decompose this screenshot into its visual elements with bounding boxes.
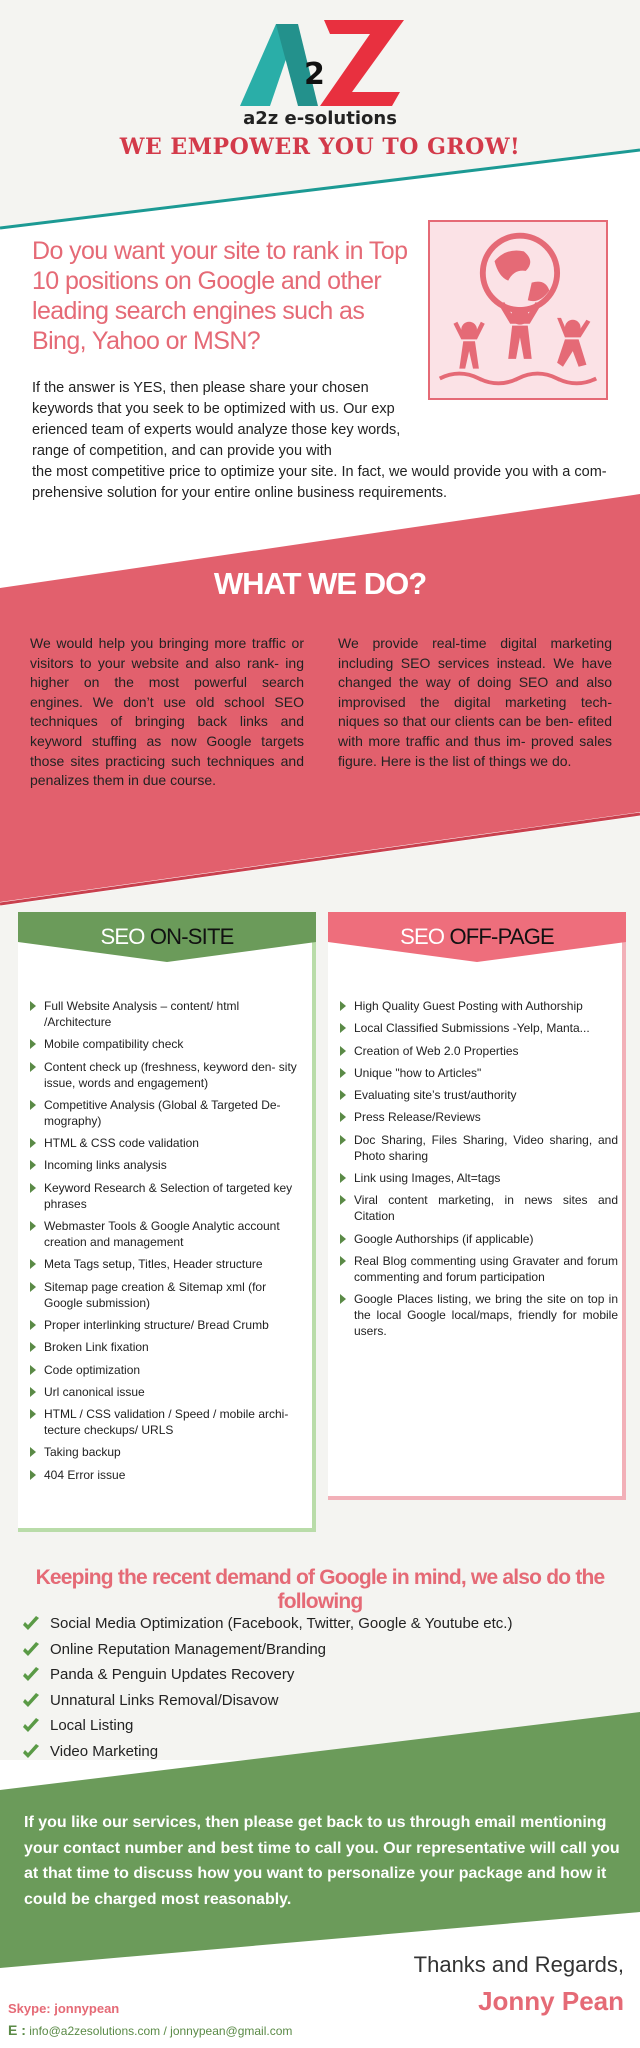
offpage-item [340, 1291, 618, 1339]
bullet-triangle-icon [30, 1282, 36, 1292]
bullet-triangle-icon [340, 1294, 346, 1304]
onsite-item-text: Content check up (freshness, keyword den- sity issue, words and engagement) [44, 1059, 297, 1090]
onsite-item-text: Url canonical issue [44, 1384, 145, 1399]
offpage-item [340, 998, 618, 1014]
bullet-triangle-icon [340, 1023, 346, 1033]
onsite-item [30, 1339, 308, 1355]
bullet-triangle-icon [340, 1090, 346, 1100]
seo-onsite-title-prefix: SEO [100, 924, 145, 949]
tagline: WE EMPOWER YOU TO GROW! [119, 134, 521, 160]
email-label: E : [8, 2022, 26, 2038]
bullet-triangle-icon [340, 1256, 346, 1266]
email-address[interactable]: info@a2zesolutions.com / jonnypean@gmail.com [29, 2024, 293, 2038]
bullet-triangle-icon [340, 1135, 346, 1145]
bullet-triangle-icon [30, 1365, 36, 1375]
bullet-triangle-icon [30, 1259, 36, 1269]
seo-onsite-heading [18, 912, 316, 962]
onsite-item-text: Competitive Analysis (Global & Targeted De- mography) [44, 1097, 281, 1128]
offpage-item [340, 1087, 618, 1103]
bullet-triangle-icon [30, 1470, 36, 1480]
keeping-item [22, 1665, 622, 1685]
onsite-item-text: 404 Error issue [44, 1467, 126, 1482]
keeping-item-text: Local Listing [50, 1717, 134, 1735]
check-icon [22, 1667, 40, 1683]
seo-offpage-heading [328, 912, 626, 962]
seo-onsite-card [18, 912, 316, 1532]
bullet-triangle-icon [340, 1234, 346, 1244]
onsite-item-text: Proper interlinking structure/ Bread Crumb [44, 1317, 269, 1332]
onsite-item [30, 998, 308, 1030]
seo-offpage-card [328, 912, 626, 1500]
seo-offpage-title-accent: OFF-PAGE [449, 924, 554, 949]
onsite-item [30, 1279, 308, 1311]
onsite-item-text: Incoming links analysis [44, 1158, 167, 1173]
offpage-item-text: Real Blog commenting using Gravater and forum commenting and forum participation [354, 1253, 618, 1284]
offpage-item-text: Link using Images, Alt=tags [354, 1171, 501, 1186]
svg-text:2: 2 [304, 57, 325, 92]
onsite-item [30, 1444, 308, 1460]
bullet-triangle-icon [30, 1409, 36, 1419]
keeping-item-text: Unnatural Links Removal/Disavow [50, 1691, 279, 1709]
keeping-item [22, 1691, 622, 1711]
offpage-item [340, 1253, 618, 1285]
offpage-item-text: Unique "how to Articles" [354, 1065, 482, 1080]
onsite-item-text: Webmaster Tools & Google Analytic account creation and management [44, 1219, 280, 1250]
offpage-item-text: Google Places listing, we bring the site on top in the local Google local/maps, friendly for mobile users. [354, 1292, 618, 1339]
onsite-item [30, 1097, 308, 1129]
onsite-item [30, 1256, 308, 1272]
check-icon [22, 1616, 40, 1632]
bullet-triangle-icon [30, 1160, 36, 1170]
bullet-triangle-icon [340, 1173, 346, 1183]
offpage-item-text: Evaluating site’s trust/authority [354, 1088, 517, 1103]
onsite-item [30, 1059, 308, 1091]
offpage-item-text: Viral content marketing, in news sites and Citation [354, 1193, 618, 1224]
bullet-triangle-icon [30, 1062, 36, 1072]
a2z-logo [232, 14, 408, 110]
check-icon [22, 1642, 40, 1658]
bullet-triangle-icon [340, 1046, 346, 1056]
offpage-item [340, 1132, 618, 1164]
offpage-item [340, 1065, 618, 1081]
offpage-item-text: Doc Sharing, Files Sharing, Video sharing, and Photo sharing [354, 1132, 618, 1163]
onsite-item-text: Full Website Analysis – content/ html /Architecture [44, 999, 240, 1029]
onsite-item-text: HTML / CSS validation / Speed / mobile archi- tecture checkups/ URLS [44, 1407, 289, 1438]
keeping-list [22, 1614, 622, 1768]
keeping-title: Keeping the recent demand of Google in mind, we also do the following [35, 1566, 605, 1613]
check-icon [22, 1718, 40, 1734]
check-icon [22, 1744, 40, 1760]
offpage-item [340, 1020, 618, 1036]
bullet-triangle-icon [30, 1100, 36, 1110]
onsite-item [30, 1036, 308, 1052]
bullet-triangle-icon [340, 1195, 346, 1205]
keeping-item [22, 1716, 622, 1736]
seo-offpage-title-prefix: SEO [400, 924, 445, 949]
signature-name: Jonny Pean [478, 1986, 624, 2016]
offpage-item [340, 1231, 618, 1247]
onsite-item [30, 1180, 308, 1212]
bullet-triangle-icon [30, 1183, 36, 1193]
check-icon [22, 1693, 40, 1709]
onsite-item-text: Taking backup [44, 1445, 121, 1460]
offpage-item-text: Google Authorships (if applicable) [354, 1231, 534, 1246]
keeping-item [22, 1742, 622, 1762]
onsite-item-text: Broken Link fixation [44, 1340, 149, 1355]
email-contact[interactable] [8, 2022, 292, 2038]
keeping-item [22, 1640, 622, 1660]
onsite-item-text: Sitemap page creation & Sitemap xml (for Google submission) [44, 1279, 267, 1310]
onsite-item [30, 1157, 308, 1173]
brand-name: a2z e-solutions [243, 108, 397, 129]
onsite-item [30, 1467, 308, 1483]
offpage-item-text: High Quality Guest Posting with Authorship [354, 999, 583, 1013]
intro-question: Do you want your site to rank in Top 10 positions on Google and other leading search engines such as Bing, Yahoo or MSN? [32, 237, 408, 355]
keeping-item-text: Video Marketing [50, 1742, 159, 1760]
offpage-item [340, 1192, 618, 1224]
bullet-triangle-icon [30, 1138, 36, 1148]
onsite-item [30, 1317, 308, 1333]
bullet-triangle-icon [30, 1039, 36, 1049]
onsite-item-text: Keyword Research & Selection of targeted key phrases [44, 1180, 293, 1211]
onsite-item-text: HTML & CSS code validation [44, 1136, 199, 1151]
thanks-text: Thanks and Regards, [413, 1952, 624, 1977]
bullet-triangle-icon [30, 1320, 36, 1330]
keeping-item-text: Social Media Optimization (Facebook, Twitter, Google & Youtube etc.) [50, 1615, 513, 1632]
intro-paragraph-bottom: the most competitive price to optimize your site. In fact, we would provide you with a com- prehensive solution for your entire online business requirements. [32, 464, 607, 501]
keeping-item-text: Panda & Penguin Updates Recovery [50, 1666, 295, 1684]
offpage-item-text: Press Release/Reviews [354, 1110, 481, 1125]
intro-paragraph-top: If the answer is YES, then please share your chosen keywords that you seek to be optimized with us. Our exp erienced team of experts would analyze those key words, range of competition, and can provide you with [32, 380, 401, 459]
onsite-item [30, 1406, 308, 1438]
globe-people-illustration [428, 220, 608, 400]
seo-onsite-title-accent: ON-SITE [149, 924, 234, 949]
keeping-item-text: Online Reputation Management/Branding [50, 1640, 327, 1658]
onsite-item [30, 1135, 308, 1151]
offpage-item-text: Local Classified Submissions -Yelp, Manta... [354, 1021, 590, 1036]
skype-contact[interactable]: Skype: jonnypean [8, 2001, 120, 2016]
bullet-triangle-icon [340, 1112, 346, 1122]
onsite-item [30, 1362, 308, 1378]
bullet-triangle-icon [30, 1447, 36, 1457]
onsite-item [30, 1218, 308, 1250]
seo-offpage-list [340, 998, 618, 1346]
contact-paragraph: If you like our services, then please get back to us through email mentioning your contact number and best time to call you. Our representative will call you at that time to discuss how you want to personalize your package and how it could be charged most reasonably. [24, 1814, 620, 1908]
bullet-triangle-icon [30, 1221, 36, 1231]
keeping-item [22, 1614, 622, 1634]
onsite-item-text: Mobile compatibility check [44, 1037, 184, 1052]
seo-onsite-list [30, 998, 308, 1489]
what-we-do-title: WHAT WE DO? [213, 566, 427, 601]
bullet-triangle-icon [340, 1068, 346, 1078]
offpage-item-text: Creation of Web 2.0 Properties [354, 1043, 519, 1058]
offpage-item [340, 1170, 618, 1186]
bullet-triangle-icon [30, 1342, 36, 1352]
onsite-item-text: Code optimization [44, 1362, 141, 1377]
what-we-do-left-paragraph: We would help you bringing more traffic or visitors to your website and also rank- ing higher on the most powerful search engines. We don’t use old school SEO techniques of bringing back links and keyword stuffing as now Google targets those sites practicing such techniques and penalizes them in due course. [30, 635, 304, 789]
offpage-item [340, 1043, 618, 1059]
onsite-item [30, 1384, 308, 1400]
onsite-item-text: Meta Tags setup, Titles, Header structure [44, 1257, 263, 1272]
bullet-triangle-icon [30, 1387, 36, 1397]
offpage-item [340, 1109, 618, 1125]
bullet-triangle-icon [340, 1001, 346, 1011]
what-we-do-right-paragraph: We provide real-time digital marketing including SEO services instead. We have changed the way of doing SEO and also improvised the digital marketing tech- niques so that our clients can be ben- efited with more traffic and thus im- proved sales figure. Here is the list of things we do. [338, 635, 612, 769]
bullet-triangle-icon [30, 1001, 36, 1011]
